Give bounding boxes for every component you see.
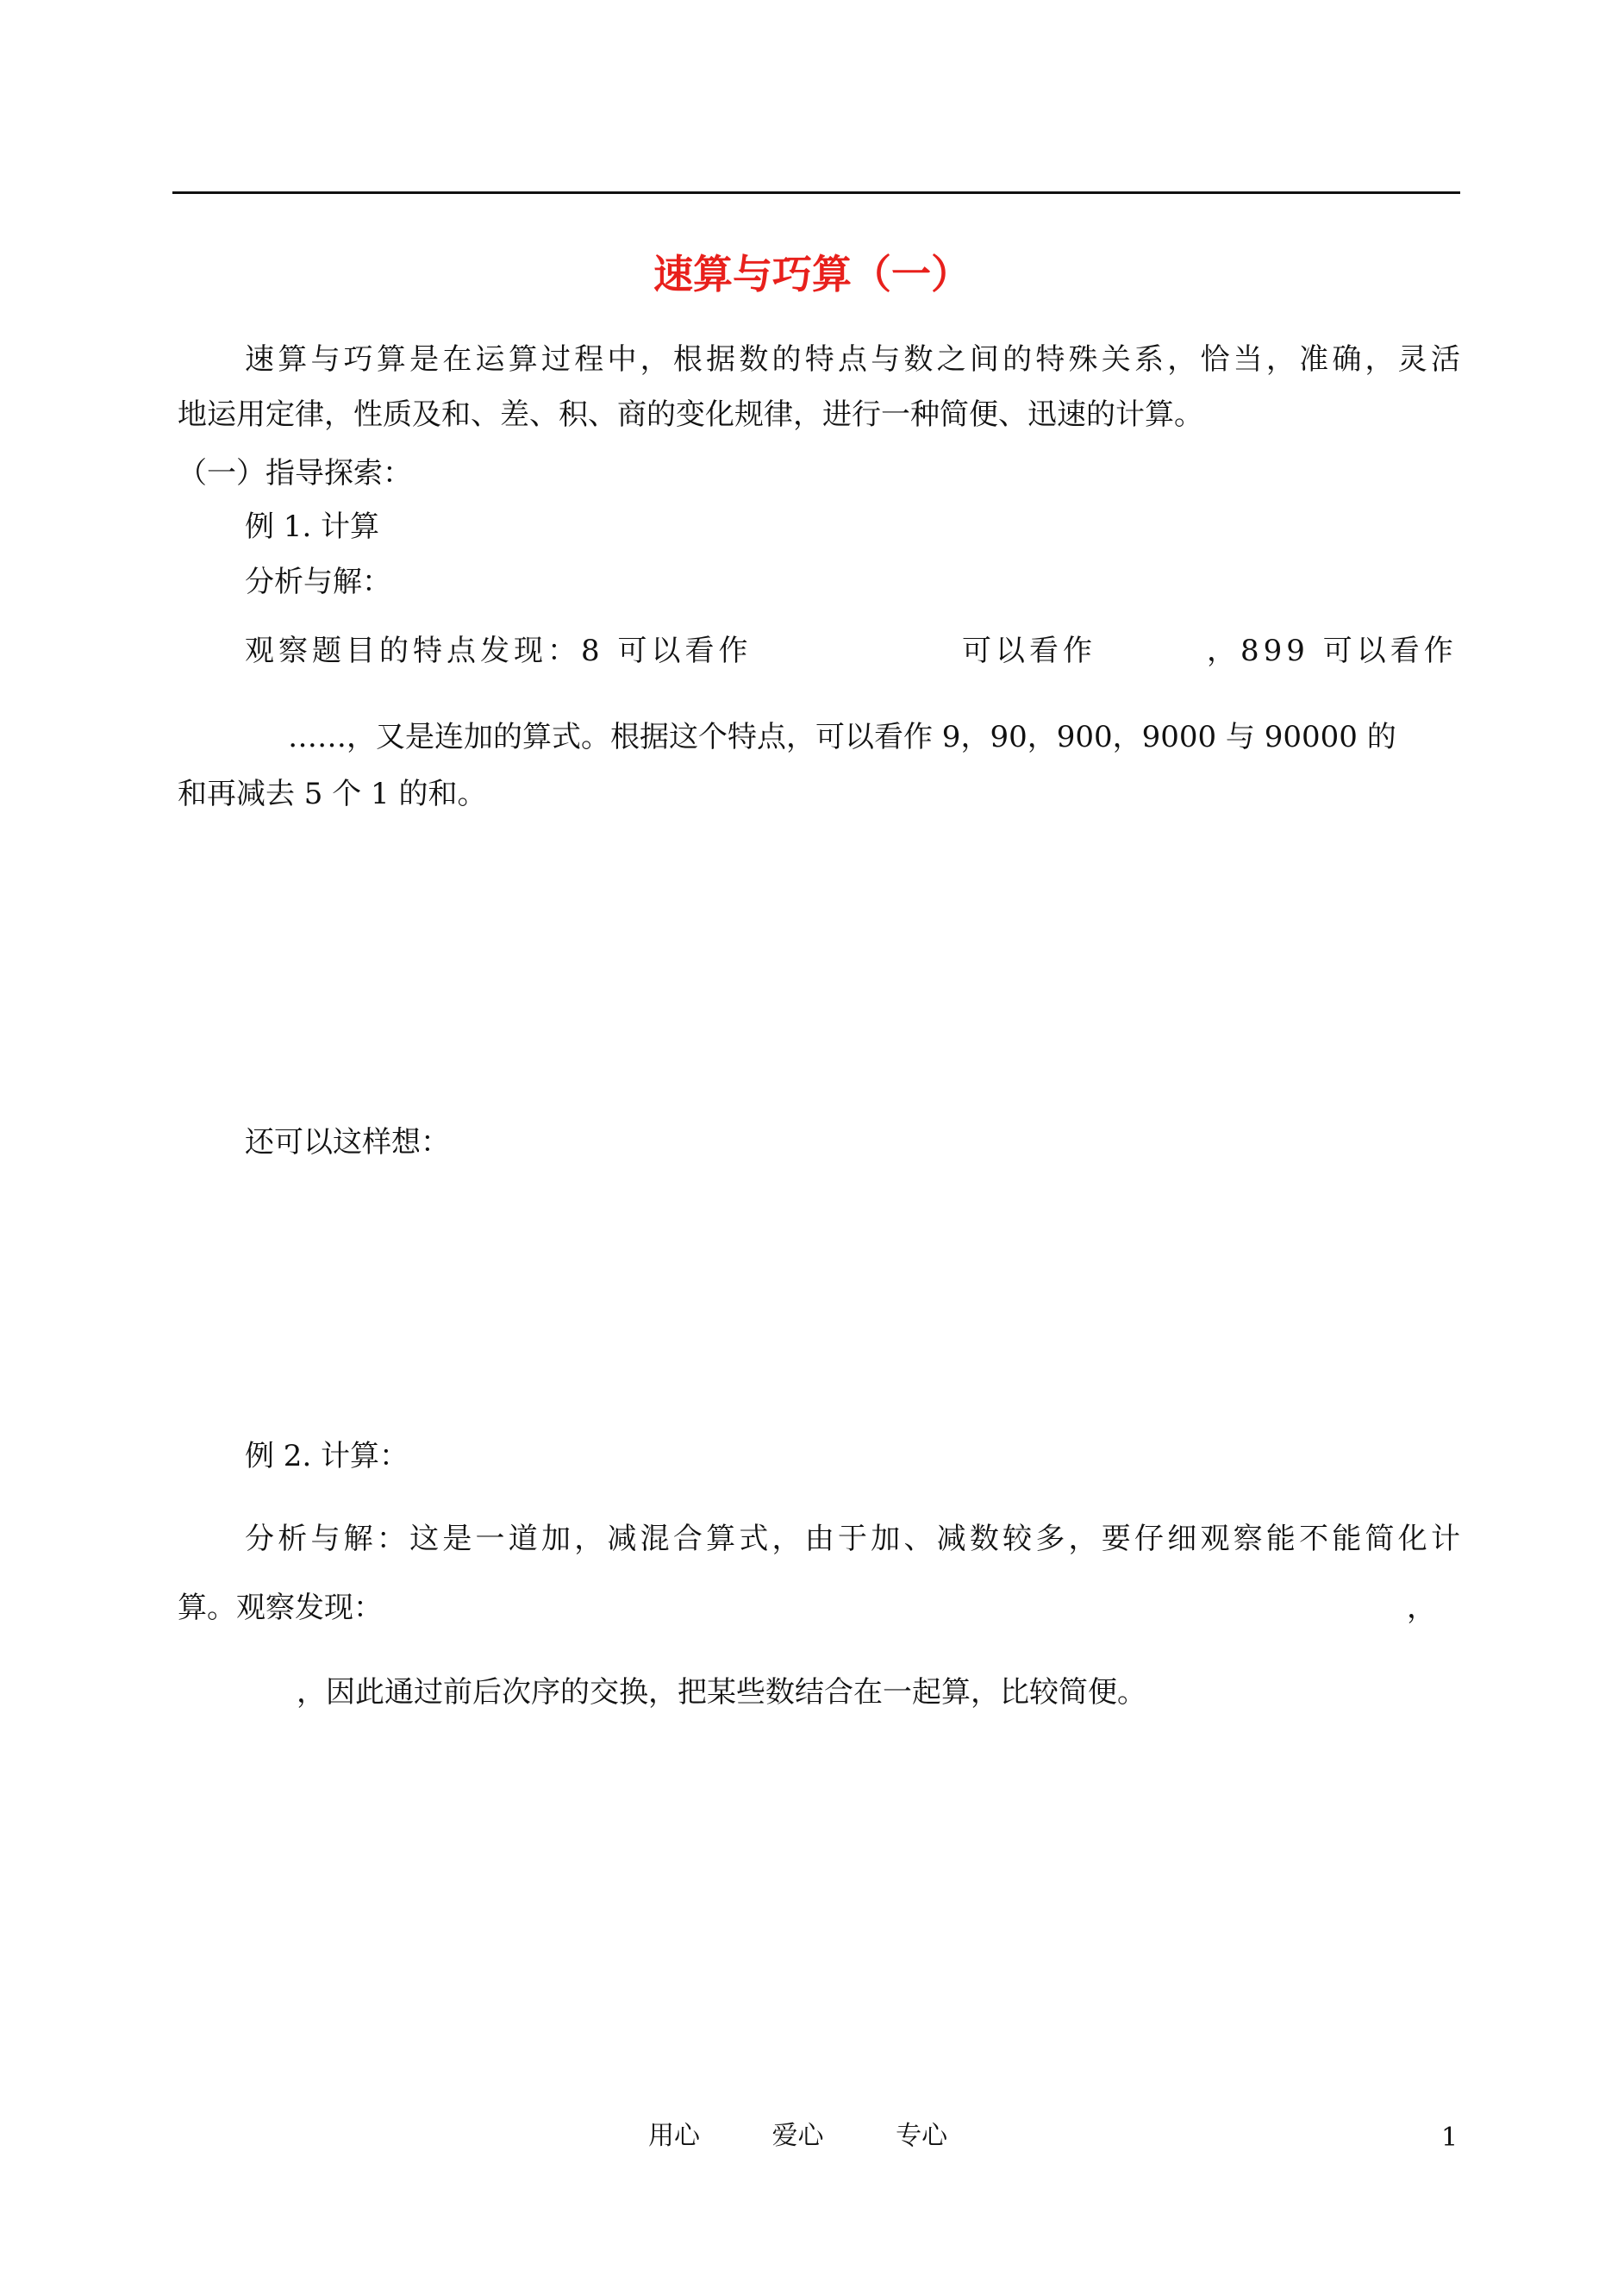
- intro-line-2: 地运用定律，性质及和、差、积、商的变化规律，进行一种简便、迅速的计算。: [178, 397, 1203, 432]
- footer-item-3: 专心: [896, 2121, 948, 2151]
- example-2-analysis-line-2: 算。观察发现：: [178, 1591, 383, 1625]
- page-number: 1: [1441, 2123, 1458, 2153]
- example-1-analysis-label: 分析与解：: [245, 565, 391, 599]
- example-1-label: 例 1. 计算: [245, 510, 380, 544]
- example-1-alternative-label: 还可以这样想：: [245, 1125, 450, 1160]
- section-heading: （一）指导探索：: [178, 456, 412, 491]
- header-rule: [172, 191, 1460, 194]
- footer: [648, 2119, 1011, 2154]
- example-2-analysis-line-1: 分析与解：这是一道加，减混合算式，由于加、减数较多，要仔细观察能不能简化计: [245, 1522, 1460, 1556]
- page-title: 速算与巧算（一）: [653, 251, 971, 297]
- example-2-label: 例 2. 计算：: [245, 1439, 409, 1473]
- example-1-observation-part-2: 可以看作: [962, 634, 1096, 668]
- footer-item-1: 用心: [648, 2121, 700, 2151]
- footer-item-2: 爱心: [771, 2121, 824, 2151]
- example-1-line-2: ……，又是连加的算式。根据这个特点，可以看作 9，90，900，9000 与 90000 的: [288, 720, 1396, 754]
- example-1-observation-part-1: 观察题目的特点发现：8 可以看作: [245, 634, 753, 668]
- example-1-line-3: 和再减去 5 个 1 的和。: [178, 777, 487, 811]
- example-2-comma: ，: [1407, 1591, 1436, 1625]
- example-1-observation-part-3: ，899 可以看作: [1207, 634, 1458, 668]
- example-2-line-3: ，因此通过前后次序的交换，把某些数结合在一起算，比较简便。: [297, 1675, 1146, 1710]
- intro-line-1: 速算与巧算是在运算过程中，根据数的特点与数之间的特殊关系，恰当，准确，灵活: [245, 342, 1460, 377]
